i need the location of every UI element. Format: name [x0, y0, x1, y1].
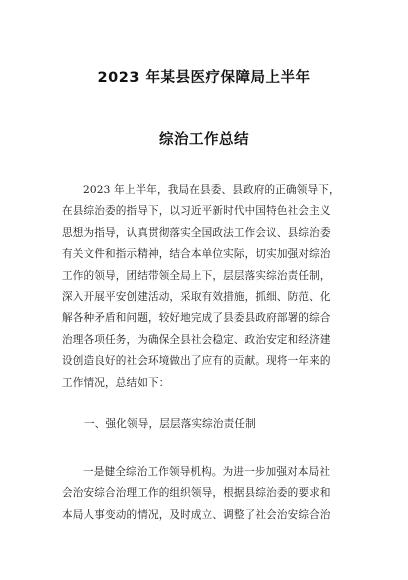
- paragraph-line: 工作的领导，团结带领全局上下，层层落实综治责任制，: [62, 269, 331, 282]
- paragraph-line: 本局人事变动的情况，及时成立、调整了社会治安综合治: [62, 508, 331, 521]
- paragraph-line: 有关文件和指示精神，结合本单位实际，切实加强对综治: [62, 248, 331, 261]
- paragraph-line: 一是健全综治工作领导机构。为进一步加强对本局社: [83, 466, 331, 478]
- paragraph-intro: [62, 180, 352, 394]
- paragraph-section1: [62, 462, 352, 526]
- paragraph-line: 设创造良好的社会环境做出了应有的贡献。现将一年来的: [62, 355, 331, 368]
- section-heading-1: 一、强化领导，层层落实综治责任制: [84, 418, 256, 430]
- paragraph-line: 2023 年上半年，我局在县委、县政府的正确领导下，: [83, 184, 340, 196]
- paragraph-line: 在县综治委的指导下，以习近平新时代中国特色社会主义: [62, 205, 331, 218]
- document-title-line1: 2023 年某县医疗保障局上半年: [97, 70, 311, 86]
- paragraph-line: 解各种矛盾和问题，较好地完成了县委县政府部署的综合: [62, 312, 331, 325]
- paragraph-line: 思想为指导，认真贯彻落实全国政法工作会议、县综治委: [62, 226, 331, 239]
- paragraph-line: 工作情况，总结如下：: [62, 376, 170, 389]
- document-title-line2: 综治工作总结: [159, 132, 249, 148]
- paragraph-line: 治理各项任务，为确保全县社会稳定、政治安定和经济建: [62, 333, 331, 346]
- paragraph-line: 深入开展平安创建活动，采取有效措施，抓细、防范、化: [62, 291, 331, 304]
- paragraph-line: 会治安综合治理工作的组织领导，根据县综治委的要求和: [62, 487, 331, 500]
